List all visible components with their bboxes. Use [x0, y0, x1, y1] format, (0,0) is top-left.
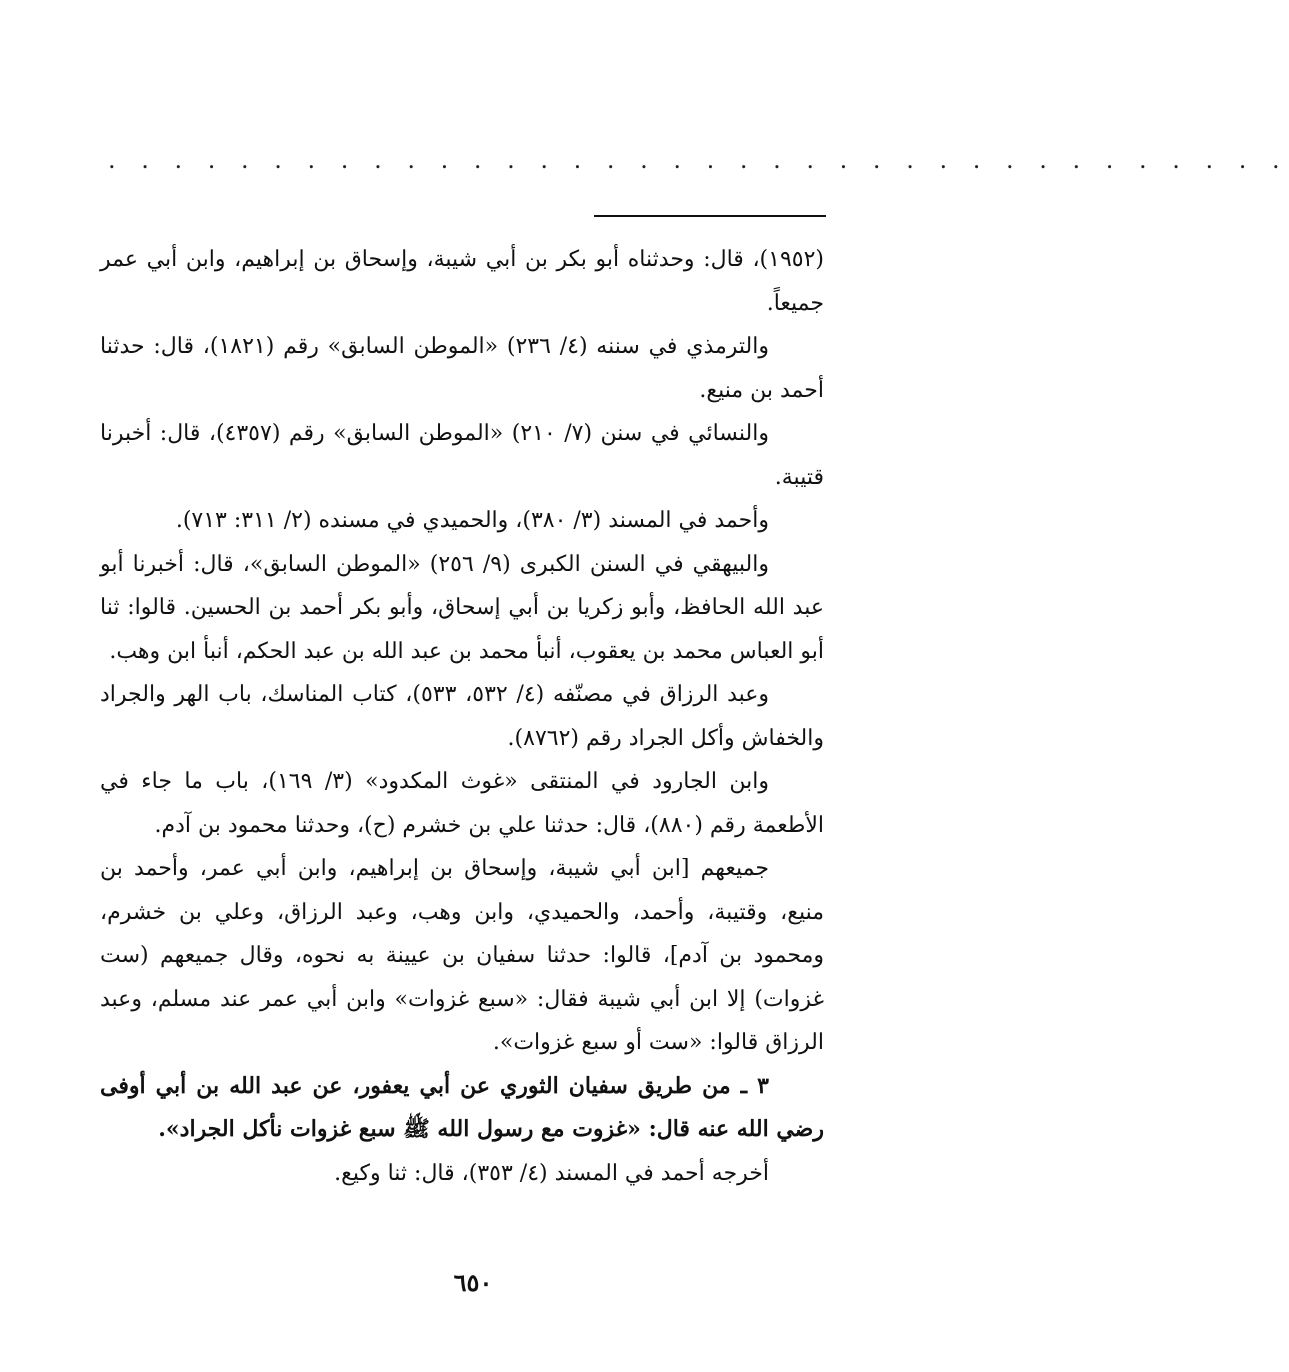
- paragraph: والبيهقي في السنن الكبرى (٩/ ٢٥٦) «الموطن السابق»، قال: أخبرنا أبو عبد الله الحافظ، وأبو زكريا بن أبي إسحاق، وأبو بكر أحمد بن الحسين. قالوا: ثنا أبو العباس محمد بن يعقوب، أنبأ محمد بن عبد الله بن عبد الحكم، أنبأ ابن وهب.: [100, 551, 824, 664]
- paragraph: وعبد الرزاق في مصنّفه (٤/ ٥٣٢، ٥٣٣)، كتاب المناسك، باب الهر والجراد والخفاش وأكل الجراد رقم (٨٧٦٢).: [100, 682, 824, 751]
- paragraph: (١٩٥٢)، قال: وحدثناه أبو بكر بن أبي شيبة، وإسحاق بن إبراهيم، وابن أبي عمر جميعاً.: [100, 247, 824, 316]
- paragraph: والنسائي في سنن (٧/ ٢١٠) «الموطن السابق» رقم (٤٣٥٧)، قال: أخبرنا قتيبة.: [100, 421, 824, 490]
- dotted-separator: . . . . . . . . . . . . . . . . . . . . . . . . . . . . . . . . . . . .: [108, 146, 1289, 174]
- hadith-paragraph: ٣ ـ من طريق سفيان الثوري عن أبي يعفور، عن عبد الله بن أبي أوفى رضي الله عنه قال: «غزوت مع رسول الله ﷺ سبع غزوات نأكل الجراد».: [100, 1072, 824, 1142]
- paragraph: وأحمد في المسند (٣/ ٣٨٠)، والحميدي في مسنده (٢/ ٣١١: ٧١٣).: [175, 508, 769, 533]
- paragraph: وابن الجارود في المنتقى «غوث المكدود» (٣/ ١٦٩)، باب ما جاء في الأطعمة رقم (٨٨٠)، قال: حدثنا علي بن خشرم (ح)، وحدثنا محمود بن آدم.: [100, 769, 824, 838]
- page-number: ٦٥٠: [453, 1268, 493, 1297]
- paragraph: جميعهم [ابن أبي شيبة، وإسحاق بن إبراهيم، وابن أبي عمر، وأحمد بن منيع، وقتيبة، وأحمد، والحميدي، وابن وهب، وعبد الرزاق، وعلي بن خشرم، ومحمود بن آدم]، قالوا: حدثنا سفيان بن عيينة به نحوه، وقال جميعهم (ست غزوات) إلا ابن أبي شيبة فقال: «سبع غزوات» وابن أبي عمر عند مسلم، وعبد الرزاق قالوا: «ست أو سبع غزوات».: [100, 856, 824, 1055]
- footnote-rule: [594, 215, 826, 217]
- paragraph: أخرجه أحمد في المسند (٤/ ٣٥٣)، قال: ثنا وكيع.: [334, 1160, 769, 1186]
- paragraph: والترمذي في سننه (٤/ ٢٣٦) «الموطن السابق» رقم (١٨٢١)، قال: حدثنا أحمد بن منيع.: [100, 334, 824, 403]
- body-text: [100, 238, 824, 1195]
